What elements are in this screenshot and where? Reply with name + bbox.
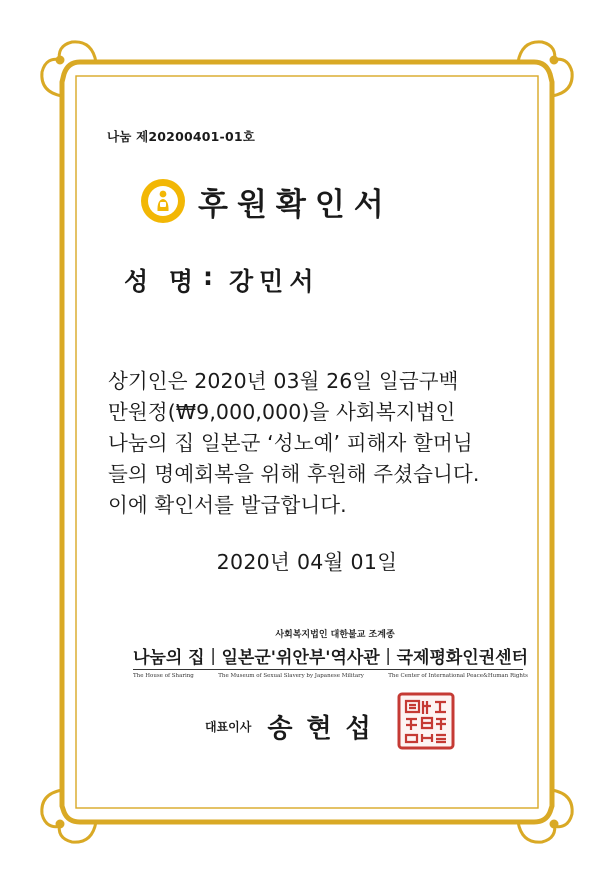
title-row	[140, 178, 393, 224]
org-name-peace-center: 국제평화인권센터	[396, 648, 528, 668]
body-line: 들의 명예회복을 위해 후원해 주셨습니다.	[108, 462, 480, 486]
org-en-peace-center: The Center of International Peace&Human Rights	[388, 673, 528, 679]
body-line: 상기인은 2020년 03월 26일 일금구백	[108, 369, 459, 393]
organization-subtitle: 사회복지법인 대한불교 조계종	[275, 630, 395, 640]
organization-rule	[133, 669, 523, 670]
org-en-house-of-sharing: The House of Sharing	[133, 673, 194, 679]
body-line: 이에 확인서를 발급합니다.	[108, 493, 347, 517]
representative-label: 대표이사	[205, 720, 252, 734]
representative-signature	[205, 708, 385, 745]
house-of-sharing-logo-icon	[140, 178, 186, 224]
org-name-house-of-sharing: 나눔의 집	[133, 648, 205, 668]
name-separator: :	[203, 262, 220, 291]
organization-names	[133, 643, 528, 668]
org-en-museum: The Museum of Sexual Slavery by Japanese Military	[218, 673, 364, 679]
body-line: 나눔의 집 일본군 ‘성노예’ 피해자 할머님	[108, 431, 473, 455]
document-number: 나눔 제20200401-01호	[107, 129, 256, 144]
organization-english-names	[133, 673, 528, 679]
name-label: 성 명	[124, 267, 200, 296]
org-divider: |	[210, 645, 216, 666]
body-line: 만원정(₩9,000,000)을 사회복지법인	[108, 400, 456, 424]
recipient-name: 강민서	[229, 267, 320, 296]
org-divider: |	[385, 645, 392, 666]
issue-date: 2020년 04월 01일	[216, 550, 398, 574]
document-title: 후원확인서	[198, 186, 393, 223]
org-name-museum: 일본군'위안부'역사관	[221, 648, 380, 668]
certificate-body	[108, 366, 506, 521]
official-seal-icon	[397, 692, 455, 750]
recipient-name-line	[124, 262, 319, 298]
representative-name: 송현섭	[267, 714, 385, 744]
